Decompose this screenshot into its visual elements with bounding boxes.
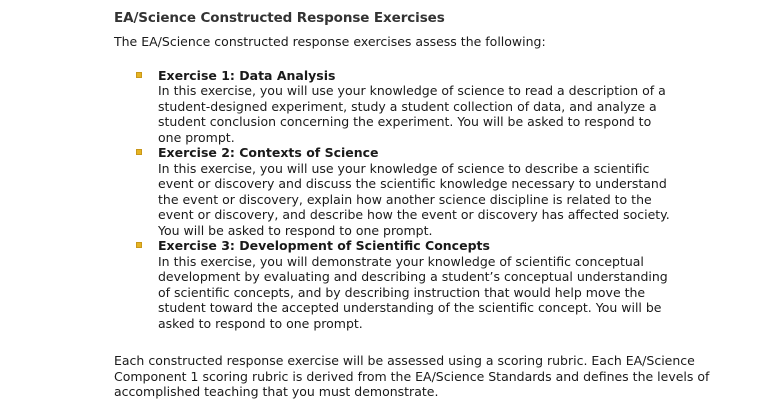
intro-paragraph: The EA/Science constructed response exercises assess the following:: [114, 34, 546, 49]
section-heading: EA/Science Constructed Response Exercises: [114, 10, 445, 26]
summary-paragraph: Each constructed response exercise will be assessed using a scoring rubric. Each EA/Science Component 1 scoring rubric is derived from the EA/Science Standards and defines the levels of accomplished teaching that you must demonstrate.: [114, 353, 710, 399]
square-bullet-icon: [136, 72, 142, 78]
document-page: [114, 8, 754, 400]
exercise-description: In this exercise, you will demonstrate your knowledge of scientific conceptual development by evaluating and describing a student’s conceptual understanding of scientific concepts, and by describing instruction that would help move the student toward the accepted understanding of the scientific concept. You will be asked to respond to one prompt.: [158, 253, 668, 331]
exercise-title: Exercise 2: Contexts of Science: [158, 145, 379, 160]
exercise-item-3: [136, 238, 754, 331]
exercise-description: In this exercise, you will use your knowledge of science to read a description of a student-designed experiment, study a student collection of data, and analyze a student conclusion concerning the experiment. You will be asked to respond to one prompt.: [158, 83, 666, 145]
square-bullet-icon: [136, 242, 142, 248]
exercise-title: Exercise 3: Development of Scientific Concepts: [158, 238, 490, 253]
exercise-item-2: [136, 145, 754, 238]
square-bullet-icon: [136, 149, 142, 155]
exercise-list: [114, 68, 754, 332]
exercise-item-1: [136, 68, 754, 146]
exercise-title: Exercise 1: Data Analysis: [158, 67, 336, 83]
exercise-description: In this exercise, you will use your knowledge of science to describe a scientific event or discovery and discuss the scientific knowledge necessary to understand the event or discovery, explain how another science discipline is related to the event or discovery, and describe how the event or discovery has affected society. You will be asked to respond to one prompt.: [158, 160, 670, 238]
